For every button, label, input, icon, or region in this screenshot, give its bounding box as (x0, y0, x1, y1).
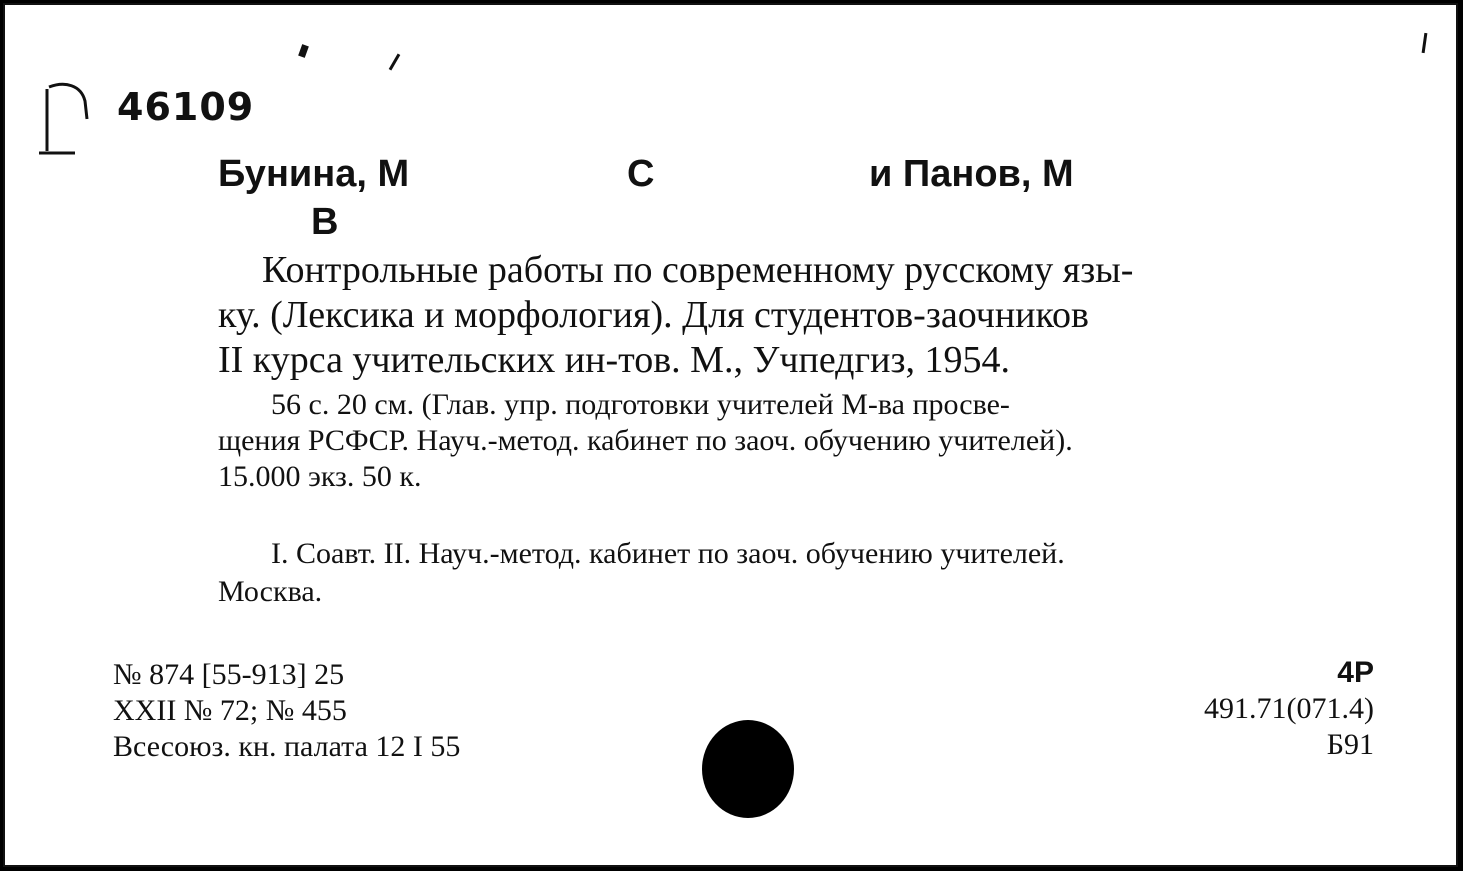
footer-left-line: Всесоюз. кн. палата 12 I 55 (113, 730, 461, 763)
classification-line: Б91 (1326, 728, 1374, 761)
description-line: 15.000 экз. 50 к. (218, 460, 422, 493)
punch-hole (702, 720, 794, 818)
title-line: Контрольные работы по современному русскому язы- (262, 249, 1134, 291)
footer-left-line: XXII № 72; № 455 (113, 694, 347, 727)
title-line: ку. (Лексика и морфология). Для студентов-заочников (218, 294, 1089, 336)
tracing-line: I. Соавт. II. Науч.-метод. кабинет по заоч. обучению учителей. (271, 537, 1065, 570)
author2-middle-initial: В (311, 201, 339, 243)
ink-mark (298, 44, 309, 58)
author1-surname: Бунина, М (218, 153, 410, 195)
description-line: щения РСФСР. Науч.-метод. кабинет по заоч. обучению учителей). (218, 424, 1073, 457)
author1-middle-initial: С (627, 153, 655, 195)
title-line: II курса учительских ин-тов. М., Учпедгиз, 1954. (218, 339, 1010, 381)
catalog-card (3, 3, 1458, 867)
ink-mark (389, 53, 401, 70)
handwritten-number: 46109 (117, 85, 255, 129)
author2: и Панов, М (869, 153, 1074, 195)
tracing-line: Москва. (218, 575, 323, 608)
footer-left-line: № 874 [55-913] 25 (113, 658, 345, 691)
classification-line: 4Р (1337, 656, 1374, 689)
classification-line: 491.71(071.4) (1204, 692, 1374, 725)
bracket-mark-icon (35, 79, 95, 161)
ink-mark (1422, 33, 1428, 53)
description-line: 56 с. 20 см. (Глав. упр. подготовки учителей М-ва просве- (271, 388, 1010, 421)
